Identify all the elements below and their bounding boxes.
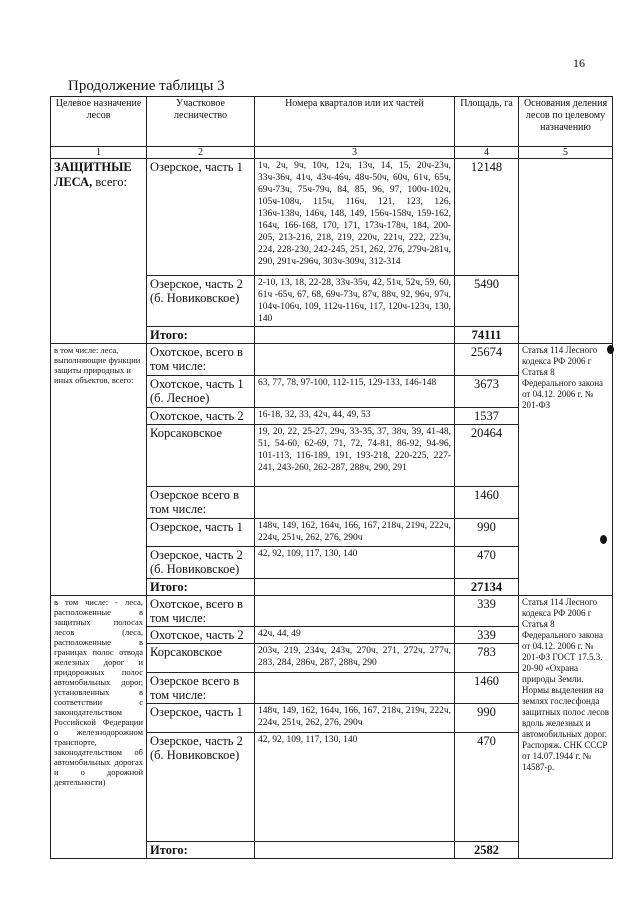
forestry-cell: Охотское, часть 2 (147, 408, 255, 425)
forestry-cell: Озерское всего в том числе: (147, 673, 255, 704)
total-label: Итого: (147, 842, 255, 859)
table-caption: Продолжение таблицы 3 (68, 78, 225, 94)
quarters-cell (255, 327, 455, 344)
binding-hole-mark (600, 535, 607, 544)
quarters-cell: 148ч, 149, 162, 164ч, 166, 167, 218ч, 219ч, 222ч, 224ч, 251ч, 262, 276, 290ч (255, 704, 455, 733)
area-cell: 5490 (455, 276, 519, 327)
quarters-cell (255, 673, 455, 704)
forestry-cell: Озерское, часть 2 (б. Новиковское) (147, 733, 255, 842)
quarters-cell (255, 344, 455, 376)
forestry-cell: Озерское, часть 1 (147, 704, 255, 733)
quarters-cell: 42, 92, 109, 117, 130, 140 (255, 547, 455, 579)
basis-cell: Статья 114 Лесного кодекса РФ 2006 г Статья 8 Федерального закона от 04.12. 2006 г. № 201-ФЗ ГОСТ 17.5.3. 20-90 «Охрана природы Земли. Нормы выделения на землях гослесфонда защитных полос лесов вдоль железных и автомобильных дорог. Распоряж. СНК СССР от 14.07.1944 г. № 14587-р. (519, 596, 613, 859)
forestry-cell: Озерское всего в том числе: (147, 487, 255, 519)
area-cell: 12148 (455, 159, 519, 276)
header-quarters: Номера кварталов или их частей (255, 97, 455, 147)
quarters-cell: 203ч, 219, 234ч, 243ч, 270ч, 271, 272ч, 277ч, 283, 284, 286ч, 287, 288ч, 290 (255, 644, 455, 673)
forestry-cell: Корсаковское (147, 644, 255, 673)
section-protection-functions-label: в том числе: леса, выполняющие функции защиты природных и иных объектов, всего: (51, 344, 147, 596)
forestry-cell: Озерское, часть 1 (147, 159, 255, 276)
quarters-cell: 19, 20, 22, 25-27, 29ч, 33-35, 37, 38ч, 39, 41-48, 51, 54-60, 62-69, 71, 72, 74-81, 86-92, 94-96, 101-113, 116-189, 191, 193-218, 220-225, 227-241, 243-260, 262-287, 288ч, 290, 291 (255, 425, 455, 487)
header-row (51, 97, 613, 147)
basis-cell (519, 159, 613, 344)
binding-hole-mark (607, 345, 614, 354)
header-basis: Основания деления лесов по целевому назначению (519, 97, 613, 147)
basis-cell: Статья 114 Лесного кодекса РФ 2006 г Статья 8 Федерального закона от 04.12. 2006 г. № 201-ФЗ (519, 344, 613, 596)
header-forestry: Участковое лесничество (147, 97, 255, 147)
total-label: Итого: (147, 327, 255, 344)
column-number: 2 (147, 147, 255, 159)
quarters-cell (255, 487, 455, 519)
quarters-cell: 16-18, 32, 33, 42ч, 44, 49, 53 (255, 408, 455, 425)
forestry-cell: Озерское, часть 2 (б. Новиковское) (147, 276, 255, 327)
column-number: 4 (455, 147, 519, 159)
quarters-cell: 42, 92, 109, 117, 130, 140 (255, 733, 455, 842)
area-cell: 783 (455, 644, 519, 673)
area-cell: 25674 (455, 344, 519, 376)
quarters-cell (255, 579, 455, 596)
forest-purpose-table (50, 96, 613, 859)
quarters-cell: 1ч, 2ч, 9ч, 10ч, 12ч, 13ч, 14, 15, 20ч-23ч, 33ч-36ч, 41ч, 43ч-46ч, 48ч-50ч, 60ч, 61ч, 65ч, 69ч-73ч, 75ч-79ч, 84, 85, 96, 97, 100ч-102ч, 105ч-108ч, 115ч, 116ч, 121, 123, 126, 136ч-138ч, 146ч, 148, 149, 156ч-158ч, 159-162, 164ч, 166-168, 170, 171, 173ч-178ч, 184, 200-205, 213-216, 218, 219, 220ч, 221ч, 222, 223ч, 224, 228-230, 242-245, 251, 262, 276, 279ч-281ч, 290, 291ч-296ч, 303ч-309ч, 312-314 (255, 159, 455, 276)
total-value: 27134 (455, 579, 519, 596)
quarters-cell: 63, 77, 78, 97-100, 112-115, 129-133, 146-148 (255, 376, 455, 408)
forestry-cell: Охотское, всего в том числе: (147, 344, 255, 376)
section-protective-forests-label (51, 159, 147, 344)
area-cell: 20464 (455, 425, 519, 487)
area-cell: 1537 (455, 408, 519, 425)
table-row (51, 596, 613, 627)
quarters-cell (255, 596, 455, 627)
forestry-cell: Охотское, всего в том числе: (147, 596, 255, 627)
quarters-cell: 148ч, 149, 162, 164ч, 166, 167, 218ч, 219ч, 222ч, 224ч, 251ч, 262, 276, 290ч (255, 519, 455, 547)
page-number: 16 (573, 56, 585, 70)
column-number: 3 (255, 147, 455, 159)
forestry-cell: Озерское, часть 1 (147, 519, 255, 547)
forestry-cell: Озерское, часть 2 (б. Новиковское) (147, 547, 255, 579)
table-row (51, 344, 613, 376)
area-cell: 339 (455, 627, 519, 644)
total-value: 74111 (455, 327, 519, 344)
table-row (51, 159, 613, 276)
column-number: 5 (519, 147, 613, 159)
column-number: 1 (51, 147, 147, 159)
area-cell: 990 (455, 519, 519, 547)
area-cell: 1460 (455, 487, 519, 519)
area-cell: 3673 (455, 376, 519, 408)
forestry-cell: Охотское, часть 2 (147, 627, 255, 644)
area-cell: 990 (455, 704, 519, 733)
area-cell: 470 (455, 547, 519, 579)
area-cell: 470 (455, 733, 519, 842)
quarters-cell: 42ч, 44, 49 (255, 627, 455, 644)
column-number-row (51, 147, 613, 159)
quarters-cell (255, 842, 455, 859)
area-cell: 1460 (455, 673, 519, 704)
forestry-cell: Охотское, часть 1 (б. Лесное) (147, 376, 255, 408)
header-area: Площадь, га (455, 97, 519, 147)
area-cell: 339 (455, 596, 519, 627)
total-value: 2582 (455, 842, 519, 859)
forestry-cell: Корсаковское (147, 425, 255, 487)
quarters-cell: 2-10, 13, 18, 22-28, 33ч-35ч, 42, 51ч, 52ч, 59, 60, 61ч -65ч, 67, 68, 69ч-73ч, 87ч, 88ч, 92, 96ч, 97ч, 104ч-106ч, 109, 112ч-116ч, 117, 120ч-123ч, 130, 140 (255, 276, 455, 327)
label-bold: ЗАЩИТНЫЕ ЛЕСА, (54, 160, 132, 189)
header-purpose: Целевое назначение лесов (51, 97, 147, 147)
total-label: Итого: (147, 579, 255, 596)
section-protective-strips-label: в том числе: - леса, расположенные в защитных полосах лесов (леса, расположенные в границах полос отвода железных дорог и придорожных полос автомобильных дорог, установленных в соответствии с законодательством Российской Федерации о железнодорожном транспорте, законодательством об автомобильных дорогах и о дорожной деятельности) (51, 596, 147, 859)
label-rest: всего: (92, 175, 127, 189)
